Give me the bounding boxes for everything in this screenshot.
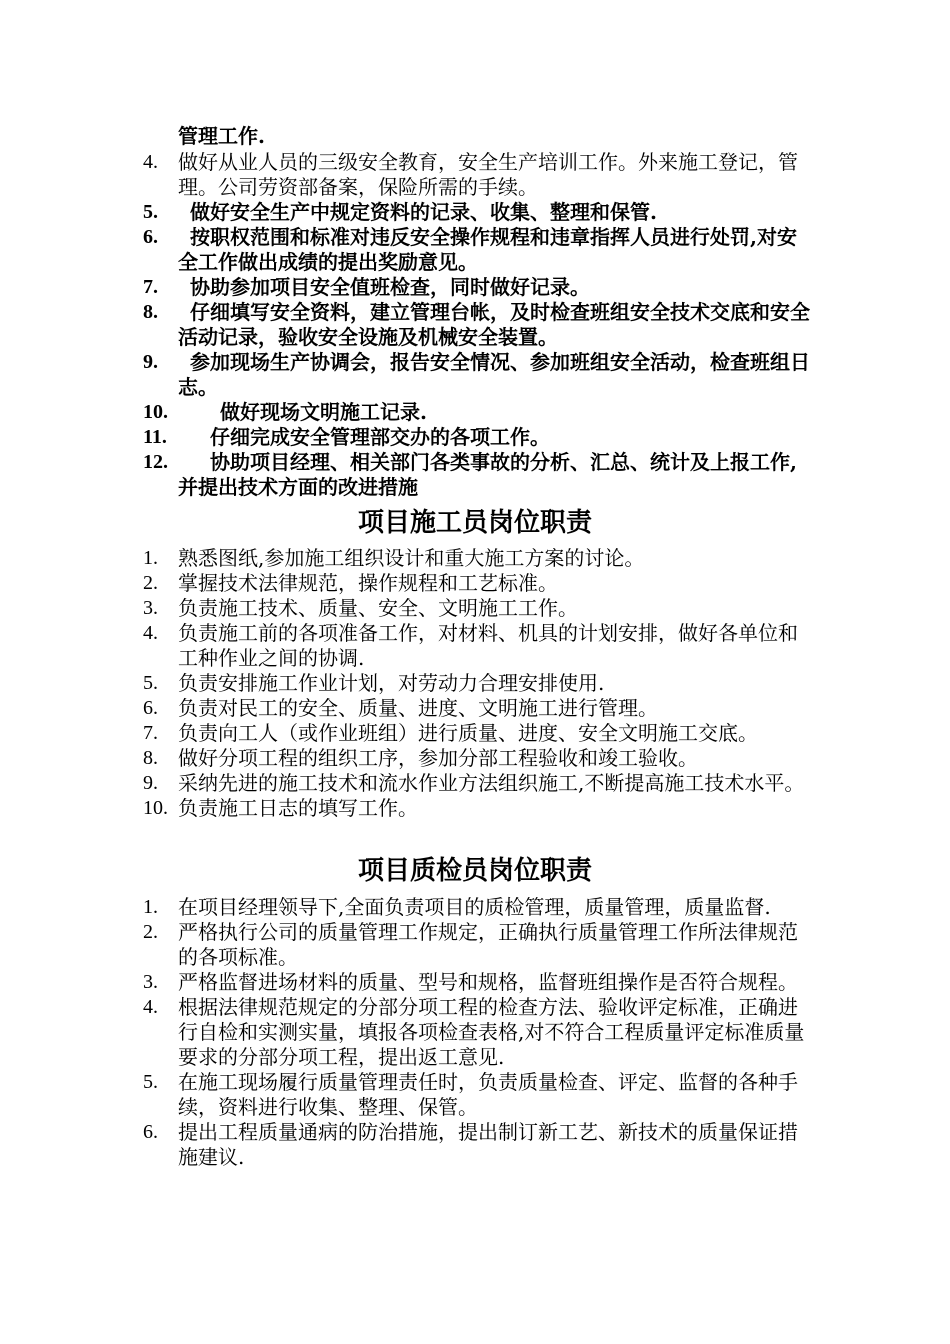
item-number: 5.	[143, 672, 158, 694]
list-item	[143, 1120, 813, 1170]
list-item	[143, 350, 813, 400]
item-text: 采纳先进的施工技术和流水作业方法组织施工,不断提高施工技术水平。	[178, 771, 805, 795]
list-item	[143, 771, 813, 796]
list-item	[143, 571, 813, 596]
list-item	[143, 746, 813, 771]
list-item	[143, 920, 813, 970]
item-number: 10.	[143, 401, 168, 423]
item-text: 做好现场文明施工记录.	[220, 400, 427, 424]
item-number: 5.	[143, 201, 158, 223]
item-text: 严格监督进场材料的质量、型号和规格，监督班组操作是否符合规程。	[178, 970, 798, 994]
item-text: 负责对民工的安全、质量、进度、文明施工进行管理。	[178, 696, 658, 720]
item-number: 5.	[143, 1071, 158, 1093]
item-number: 6.	[143, 1121, 158, 1143]
list-item	[143, 796, 813, 821]
list-item	[143, 400, 813, 425]
item-text: 在施工现场履行质量管理责任时，负责质量检查、评定、监督的各种手续，资料进行收集、整理、保管。	[178, 1070, 798, 1119]
item-number: 6.	[143, 226, 158, 248]
quality-duties-list	[143, 895, 813, 1170]
item-text: 做好安全生产中规定资料的记录、收集、整理和保管.	[190, 200, 657, 224]
list-item	[143, 721, 813, 746]
list-item	[143, 275, 813, 300]
list-item	[143, 970, 813, 995]
list-item	[143, 895, 813, 920]
item-text: 在项目经理领导下,全面负责项目的质检管理，质量管理，质量监督.	[178, 895, 771, 919]
section-heading-quality: 项目质检员岗位职责	[357, 856, 592, 886]
item-number: 10.	[143, 797, 168, 819]
item-text: 做好分项工程的组织工序，参加分部工程验收和竣工验收。	[178, 746, 698, 770]
list-item	[143, 995, 813, 1070]
list-item	[143, 1070, 813, 1120]
item-text: 做好从业人员的三级安全教育，安全生产培训工作。外来施工登记，管理。公司劳资部备案，保险所需的手续。	[178, 150, 798, 199]
item-text: 熟悉图纸,参加施工组织设计和重大施工方案的讨论。	[178, 546, 645, 570]
item-number: 7.	[143, 722, 158, 744]
item-number: 9.	[143, 772, 158, 794]
item-number: 8.	[143, 747, 158, 769]
item-text: 仔细填写安全资料，建立管理台帐，及时检查班组安全技术交底和安全活动记录，验收安全设施及机械安全装置。	[178, 300, 810, 349]
item-text: 负责施工日志的填写工作。	[178, 796, 418, 820]
item-text: 仔细完成安全管理部交办的各项工作。	[210, 425, 550, 449]
item-text: 负责向工人（或作业班组）进行质量、进度、安全文明施工交底。	[178, 721, 758, 745]
item-number: 6.	[143, 697, 158, 719]
item-text: 按职权范围和标准对违反安全操作规程和违章指挥人员进行处罚,对安全工作做出成绩的提出奖励意见。	[178, 225, 797, 274]
item-number: 4.	[143, 996, 158, 1018]
list-item	[143, 425, 813, 450]
continuation-text: 管理工作.	[178, 124, 265, 148]
item-number: 3.	[143, 971, 158, 993]
item-text: 根据法律规范规定的分部分项工程的检查方法、验收评定标准，正确进行自检和实测实量，填报各项检查表格,对不符合工程质量评定标准质量要求的分部分项工程，提出返工意见.	[178, 995, 805, 1069]
item-text: 严格执行公司的质量管理工作规定，正确执行质量管理工作所法律规范的各项标准。	[178, 920, 798, 969]
construction-duties-list	[143, 546, 813, 821]
list-item	[143, 546, 813, 571]
item-number: 7.	[143, 276, 158, 298]
list-item	[143, 450, 813, 500]
section-heading-construction: 项目施工员岗位职责	[357, 508, 592, 538]
item-number: 11.	[143, 426, 167, 448]
item-number: 2.	[143, 572, 158, 594]
list-item	[143, 621, 813, 671]
item-text: 协助参加项目安全值班检查，同时做好记录。	[190, 275, 590, 299]
item-number: 1.	[143, 547, 158, 569]
list-item	[143, 696, 813, 721]
item-number: 8.	[143, 301, 158, 323]
item-number: 4.	[143, 622, 158, 644]
item-number: 3.	[143, 597, 158, 619]
item-text: 负责施工前的各项准备工作，对材料、机具的计划安排，做好各单位和工种作业之间的协调.	[178, 621, 798, 670]
list-item	[143, 225, 813, 275]
list-item	[143, 300, 813, 350]
item-text: 协助项目经理、相关部门各类事故的分析、汇总、统计及上报工作,并提出技术方面的改进措施	[178, 450, 797, 499]
item-text: 负责施工技术、质量、安全、文明施工工作。	[178, 596, 578, 620]
list-item	[143, 596, 813, 621]
item-number: 9.	[143, 351, 158, 373]
safety-duties-list	[143, 150, 813, 500]
item-number: 4.	[143, 151, 158, 173]
item-text: 参加现场生产协调会，报告安全情况、参加班组安全活动，检查班组日志。	[178, 350, 810, 399]
list-item	[143, 200, 813, 225]
item-text: 掌握技术法律规范，操作规程和工艺标准。	[178, 571, 558, 595]
list-item	[143, 150, 813, 200]
item-text: 提出工程质量通病的防治措施，提出制订新工艺、新技术的质量保证措施建议.	[178, 1120, 798, 1169]
item-number: 2.	[143, 921, 158, 943]
item-number: 1.	[143, 896, 158, 918]
list-item	[143, 671, 813, 696]
item-text: 负责安排施工作业计划，对劳动力合理安排使用.	[178, 671, 605, 695]
item-number: 12.	[143, 451, 168, 473]
